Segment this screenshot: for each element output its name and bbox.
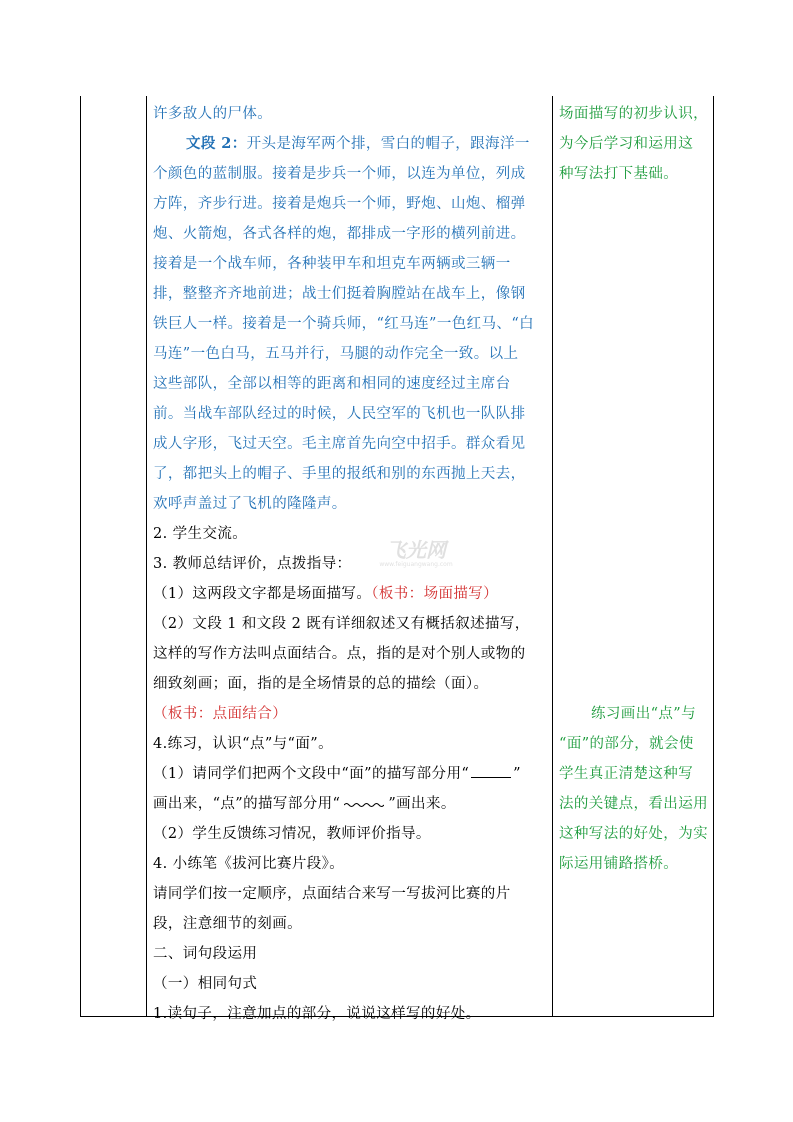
text-line: 了，都把头上的帽子、手里的报纸和别的东西抛上天去， [153, 466, 526, 482]
text-line: 马连”一色白马，五马并行，马腿的动作完全一致。以上 [153, 346, 519, 362]
text-line: 2. 学生交流。 [153, 526, 248, 542]
text-line: 4.练习，认识“点”与“面”。 [153, 736, 333, 752]
note-line: 这种写法的好处，为实 [559, 826, 708, 842]
board-note: （板书：点面结合） [153, 706, 288, 722]
note-line: “面”的部分，就会使 [559, 736, 694, 752]
passage-label: 文段 2： [186, 135, 247, 152]
text-line: 炮、火箭炮，各式各样的炮，都排成一字形的横列前进。 [153, 226, 526, 242]
text-line: 3. 教师总结评价，点拨指导： [153, 556, 352, 572]
text-line: 4. 小练笔《拔河比赛片段》。 [153, 856, 345, 872]
table-border-col1 [146, 96, 147, 1017]
table-border-left [80, 96, 81, 1017]
note-line: 际运用铺路搭桥。 [559, 856, 679, 872]
straight-underline-mark [471, 767, 511, 778]
text-line: （2）学生反馈练习情况，教师评价指导。 [153, 826, 431, 842]
text-line: 欢呼声盖过了飞机的隆隆声。 [153, 496, 347, 512]
text-line: 铁巨人一样。接着是一个骑兵师，“红马连”一色红马、“白 [153, 316, 535, 332]
note-line: 练习画出“点”与 [591, 706, 697, 722]
text-line: （一）相同句式 [153, 976, 258, 992]
note-line: 为今后学习和运用这 [559, 136, 694, 152]
text-line: 成人字形，飞过天空。毛主席首先向空中招手。群众看见 [153, 436, 526, 452]
text-line: 请同学们按一定顺序，点面结合来写一写拔河比赛的片 [153, 886, 511, 902]
text-line: 前。当战车部队经过的时候，人民空军的飞机也一队队排 [153, 406, 526, 422]
text-line: 1.读句子，注意加点的部分，说说这样写的好处。 [153, 1006, 481, 1022]
text-line: 细致刻画；面，指的是全场情景的总的描绘（面）。 [153, 676, 489, 692]
note-line: 学生真正清楚这种写 [559, 766, 694, 782]
watermark-text: 飞光网 [386, 538, 446, 562]
text-line: 这样的写作方法叫点面结合。点，指的是对个别人或物的 [153, 646, 526, 662]
note-line: 场面描写的初步认识， [559, 106, 708, 122]
text-line: （1）这两段文字都是场面描写。（板书：场面描写） [153, 586, 499, 602]
note-line: 法的关键点，看出运用 [559, 796, 708, 812]
text-line: 接着是一个战车师，各种装甲车和坦克车两辆或三辆一 [153, 256, 511, 272]
text-line: 画出来，“点”的描写部分用“ ”画出来。 [153, 796, 456, 812]
text-line: 段，注意细节的刻画。 [153, 916, 302, 932]
watermark-url: www.feiguangwang.com [379, 561, 453, 568]
text-line: 许多敌人的尸体。 [153, 106, 273, 122]
text-line: （1）请同学们把两个文段中“面”的描写部分用“ ” [153, 766, 521, 782]
text-line: （2）文段 1 和文段 2 既有详细叙述又有概括叙述描写， [153, 616, 530, 632]
text-line: 排，整整齐齐地前进；战士们挺着胸膛站在战车上，像钢 [153, 286, 526, 302]
board-note: （板书：场面描写） [371, 586, 499, 602]
note-line: 种写法打下基础。 [559, 166, 679, 182]
text-line: 文段 2：开头是海军两个排，雪白的帽子，跟海洋一 [186, 135, 530, 152]
text-line: 二、词句段运用 [153, 946, 258, 962]
text-line: 方阵，齐步行进。接着是炮兵一个师，野炮、山炮、榴弹 [153, 196, 526, 212]
text-line: 这些部队，全部以相等的距离和相同的速度经过主席台 [153, 376, 511, 392]
table-border-col2 [552, 96, 553, 1017]
watermark-logo [376, 539, 456, 579]
text-line: 个颜色的蓝制服。接着是步兵一个师，以连为单位，列成 [153, 166, 526, 182]
table-border-right [713, 96, 714, 1017]
wavy-underline-mark [344, 798, 384, 808]
